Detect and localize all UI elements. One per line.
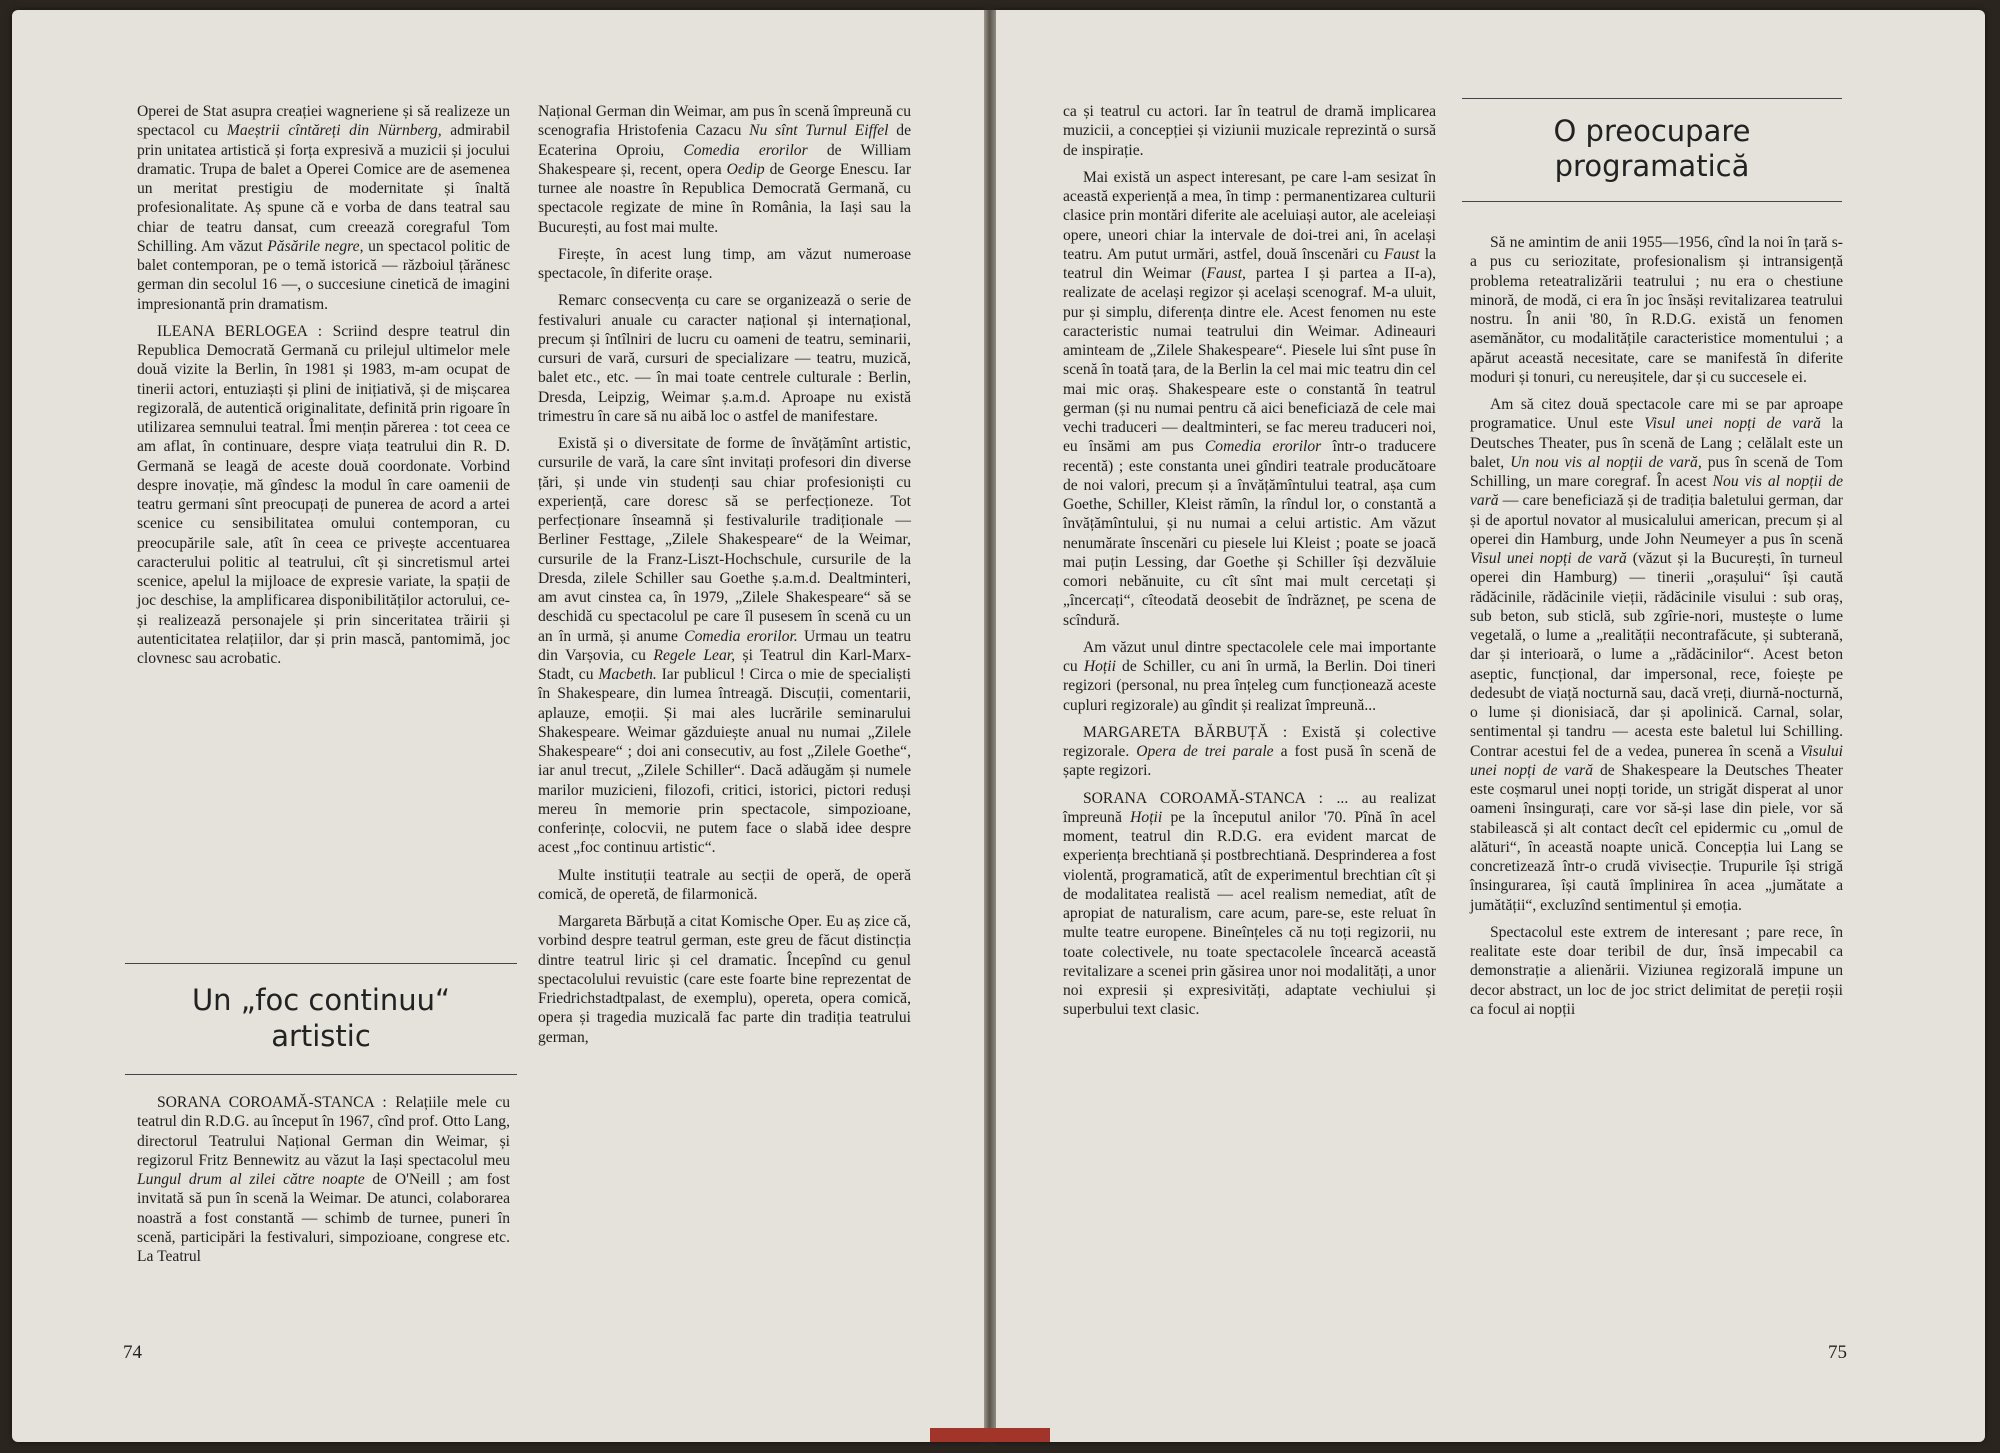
paragraph: Național German din Weimar, am pus în scenă împreună cu scenografia Hristofenia Cazacu Nu sînt Turnul Eiffel de Ecaterina Oproiu, Comedia erorilor de William Shakespeare și, recent, opera Oedip de George Enescu. Iar turnee ale noastre în Republica Democrată Germană, cu spectacole regizate de mine în România, la Iași sau la București, au fost mai multe. <box>538 103 912 236</box>
page-number-right: 75 <box>1828 1342 1847 1363</box>
paragraph: Operei de Stat asupra creației wagneriene și să realizeze un spectacol cu Maeștrii cîntăreți din Nürnberg, admirabil prin unitatea artistică și forța expresivă a muzicii și jocului dramatic. Trupa de balet a Operei Comice are de asemenea un meritat prestigiu de modernitate și înaltă profesionalitate. Aș spune că e vorba de dans teatral sau chiar de teatru dansat, cum creează coregraful Tom Schilling. Am văzut Păsările negre, un spectacol politic de balet contemporan, pe o temă istorică — războiul țărănesc german din secolul 16 —, o succesiune cinetică de imagini impresionantă prin dramatism. <box>137 103 510 313</box>
paragraph: Am să citez două spectacole care mi se par aproape programatice. Unul este Visul unei nopți de vară la Deutsches Theater, pus în scenă de Lang ; celălalt este un balet, Un nou vis al nopții de vară, pus în scenă de Tom Schilling, un mare coregraf. În acest Nou vis al nopții de vară — care beneficiază și de tradiția baletului german, dar și de aportul novator al musicalului american, precum și al operei din Hamburg, unde John Neumeyer a pus în scenă Visul unei nopți de vară (văzut și la București, în turneul operei din Hamburg) — tinerii „orașului“ își caută rădăcinile, rădăcinile vieții, rădăcinile visului : sub oraș, sub beton, sub sticlă, sub zgîrie-nori, mustește o lume vegetală, o lume a „realității necontrafăcute, și subterană, dar și interioară, o lume a „rădăcinilor“. Acest beton aseptic, funcțional, dar impersonal, rece, foiește pe dedesubt de viață nocturnă sau, dacă vreți, diurnă-nocturnă, o lume și dionisiacă, dar și apolinică. Carnal, solar, sentimental și tandru — acesta este baletul lui Schilling. Contrar acestui fel de a vedea, punerea în scenă a Visului unei nopți de vară de Shakespeare la Deutsches Theater este coșmarul unei nopți toride, un strigăt disperat al unor oameni însingurați, care vor să-și lase din piele, vor să stabilească și alt contact decît cel epidermic cu „omul de alături“, în această noapte unică. Concepția lui Lang se concretizează într-o crudă vivisecție. Trupurile își strigă însingurarea, își caută împlinirea în acea „jumătate a jumătății“, excluzînd sentimentul și emoția. <box>1470 396 1844 914</box>
paragraph: Mai există un aspect interesant, pe care l-am sesizat în această experiență a mea, în timp : permanentizarea culturii clasice prin montări diferite ale aceluiași autor, ale aceleiași opere, uneori chiar la intervale de doi-trei ani, în același teatru. Am putut urmări, astfel, două înscenări cu Faust la teatrul din Weimar (Faust, partea I și partea a II-a), realizate de același regizor și același scenograf. M-a uluit, pur și simplu, diferența dintre ele. Acest fenomen nu este caracteristic numai teatrului din Weimar. Adineauri aminteam de „Zilele Shakespeare“. Piesele lui sînt puse în scenă în toată țara, de la Berlin la cel mai mic teatru din cel mai mic oraș. Shakespeare este o constantă în teatrul german (și nu numai pentru că aici beneficiază de cele mai vechi traduceri — dealtminteri, se fac mereu traduceri noi, eu însămi am pus Comedia erorilor într-o traducere recentă) ; este constanta unei gîndiri teatrale producătoare de noi valori, precum și a învățămîntului teatral, așa cum Goethe, Schiller, Kleist rămîn, la rîndul lor, o constantă a învățămîntului, și nu numai a celui artistic. Am văzut nenumărate înscenări cu piesele lui Kleist ; poate se joacă mai puțin Lessing, dar Goethe și Schiller își dezvăluie comori nebănuite, cu cît sînt mai mult cercetați și „încercați“, cîteodată deosebit de îndrăzneț, pe scena de scîndură. <box>1063 168 1437 629</box>
heading-line-1: O preocupare <box>1553 114 1751 148</box>
paragraph: SORANA COROAMĂ-STANCA : ... au realizat împreună Hoții pe la începutul anilor '70. Pînă în acel moment, teatrul din R.D.G. era evident marcat de experiența brechtiană și postbrechtiană. Desprinderea a fost violentă, programatică, atît de experimentul brechtian cît și de modalitatea realistă — acel realism nemediat, atît de apropiat de naturalism, care acum, pare-se, este reluat în multe teatre europene. Bineînțeles că nu toți regizorii, nu toate colectivele, nu toate spectacolele încearcă această revitalizare a scenei prin găsirea unor noi modalități, a unor noi expresii și expresivități, adaptate vechiului și superbului text clasic. <box>1063 789 1436 1019</box>
spine-bookmark <box>930 1428 1050 1442</box>
heading-line-1: Un „foc continuu“ <box>191 983 451 1017</box>
heading-line-2: artistic <box>271 1019 371 1053</box>
paragraph: ILEANA BERLOGEA : Scriind despre teatrul din Republica Democrată Germană cu prilejul ultimelor mele două vizite la Berlin, în 1981 și 1983, m-am ocupat de tinerii actori, entuziaști și plini de inițiativă, și de mișcarea regizorală, de autentică originalitate, definită prin rigoare în utilizarea semnului teatral. Îmi mențin părerea : tot ceea ce am aflat, în continuare, despre viața teatrului din R. D. Germană se leagă de aceste două coordonate. Vorbind despre inovație, mă gîndesc la modul în care oamenii de teatru germani sînt preocupați de punerea de acord a artei scenice cu sensibilitatea omului contemporan, cu preocupările sale, atît în ceea ce privește accentuarea caracterului politic al teatrului, cît și sincretismul artei scenice, apelul la mijloace de expresie variate, la spații de joc deschise, la amplificarea disponibilităților actorului, ce-și realizează personajele și prin sinceritatea trăirii și autenticitatea relațiilor, dar și prin mască, pantomimă, joc clovnesc sau acrobatic. <box>137 322 510 667</box>
paragraph: Să ne amintim de anii 1955—1956, cînd la noi în țară s-a pus cu seriozitate, profesionalism și intransigență problema reteatralizării teatrului ; nu era o chestiune minoră, de modă, ci era în joc însăși revitalizarea teatrului nostru. În anii '80, în R.D.G. există un fenomen asemănător, cu modalitățile caracteristice momentului ; a apărut această necesitate, care se manifestă în diferite moduri și tonuri, cu nereușitele, dar și cu succesele ei. <box>1470 234 1843 386</box>
right-column-1 <box>1063 102 1436 1020</box>
heading-line-2: programatică <box>1554 149 1750 183</box>
page-number-left: 74 <box>123 1342 142 1363</box>
paragraph: Firește, în acest lung timp, am văzut numeroase spectacole, în diferite orașe. <box>538 245 911 282</box>
paragraph: Margareta Bărbuță a citat Komische Oper. Eu aș zice că, vorbind despre teatrul german, este greu de făcut distincția dintre teatrul liric și cel dramatic. Începînd cu genul spectacolului revuistic (care este foarte bine reprezentat de Friedrichstadtpalast, de exemplu), opereta, opera comică, opera și tragedia muzicală fac parte din tradiția teatrului german, <box>538 913 911 1046</box>
paragraph: ca și teatrul cu actori. Iar în teatrul de dramă implicarea muzicii, a concepției și viziunii muzicale reprezintă o sursă de inspirație. <box>1063 103 1436 159</box>
right-column-2 <box>1470 233 1843 1019</box>
section-heading-foc-continuu <box>125 963 517 1075</box>
paragraph: Multe instituții teatrale au secții de operă, de operă comică, de operetă, de filarmonică. <box>538 866 911 903</box>
paragraph: Am văzut unul dintre spectacolele cele mai importante cu Hoții de Schiller, cu ani în urmă, la Berlin. Doi tineri regizori (personal, nu prea înțeleg cum funcționează aceste cupluri regizorale) au gîndit și realizat împreună... <box>1063 638 1436 714</box>
paragraph: MARGARETA BĂRBUȚĂ : Există și colective regizorale. Opera de trei parale a fost pusă în scenă de șapte regizori. <box>1063 723 1437 780</box>
paragraph: Remarc consecvența cu care se organizează o serie de festivaluri anuale cu caracter național și internațional, precum și întîlniri de lucru cu oameni de teatru, seminarii, cursuri de vară, cursuri de specializare — teatru, muzică, balet etc., etc. — în mai toate centrele culturale : Berlin, Dresda, Leipzig, Weimar ș.a.m.d. Aproape nu există trimestru în care să nu aibă loc o astfel de manifestare. <box>538 292 911 425</box>
left-column-1-top <box>137 102 510 668</box>
paragraph: Există și o diversitate de forme de învățămînt artistic, cursurile de vară, la care sînt invitați profesori din diverse țări, și unde vin studenți sau chiar profesioniști cu experiență, care doresc să se perfecționeze. Tot perfecționare înseamnă și festivalurile tradiționale — Berliner Festtage, „Zilele Shakespeare“ de la Weimar, cursurile de la Franz-Liszt-Hochschule, cursurile de la Dresda, zilele Schiller sau Goethe ș.a.m.d. Dealtminteri, am avut cinstea ca, în 1979, „Zilele Shakespeare“ să se deschidă cu spectacolul pe care îl pusesem în scenă cu un an în urmă, și anume Comedia erorilor. Urmau un teatru din Varșovia, cu Regele Lear, și Teatrul din Karl-Marx-Stadt, cu Macbeth. Iar publicul ! Circa o mie de specialiști în Shakespeare, din lumea întreagă. Discuții, comentarii, aplauze, emoții. Și mai ales lucrările seminarului Shakespeare. Weimar găzduiește anual nu numai „Zilele Shakespeare“ ; doi ani consecutiv, au fost „Zilele Goethe“, iar anul trecut, „Zilele Schiller“. Dacă adăugăm și numele marilor muzicieni, filozofi, critici, istorici, pictori reduși mereu în memorie prin spectacole, simpozioane, conferințe, colocvii, ne putem face o slabă idee despre acest „foc continuu artistic“. <box>538 435 911 857</box>
paragraph: SORANA COROAMĂ-STANCA : Relațiile mele cu teatrul din R.D.G. au început în 1967, cînd prof. Otto Lang, directorul Teatrului Național German din Weimar, și regizorul Fritz Bennewitz au văzut la Iași spectacolul meu Lungul drum al zilei către noapte de O'Neill ; am fost invitată să pun în scenă la Weimar. De atunci, colaborarea noastră a fost constantă — schimb de turnee, puneri în scenă, participări la festivaluri, simpozioane, congrese etc. La Teatrul <box>137 1094 510 1265</box>
paragraph: Spectacolul este extrem de interesant ; pare rece, în realitate este doar teribil de dur, însă impecabil ca demonstrație a alienării. Viziunea regizorală impune un decor abstract, un loc de joc strict delimitat de pereții roșii ca focul ai nopții <box>1470 923 1843 1018</box>
book-gutter <box>984 10 996 1442</box>
left-column-1-bottom <box>137 1093 510 1266</box>
left-column-2 <box>538 102 911 1047</box>
section-heading-preocupare <box>1462 98 1842 202</box>
